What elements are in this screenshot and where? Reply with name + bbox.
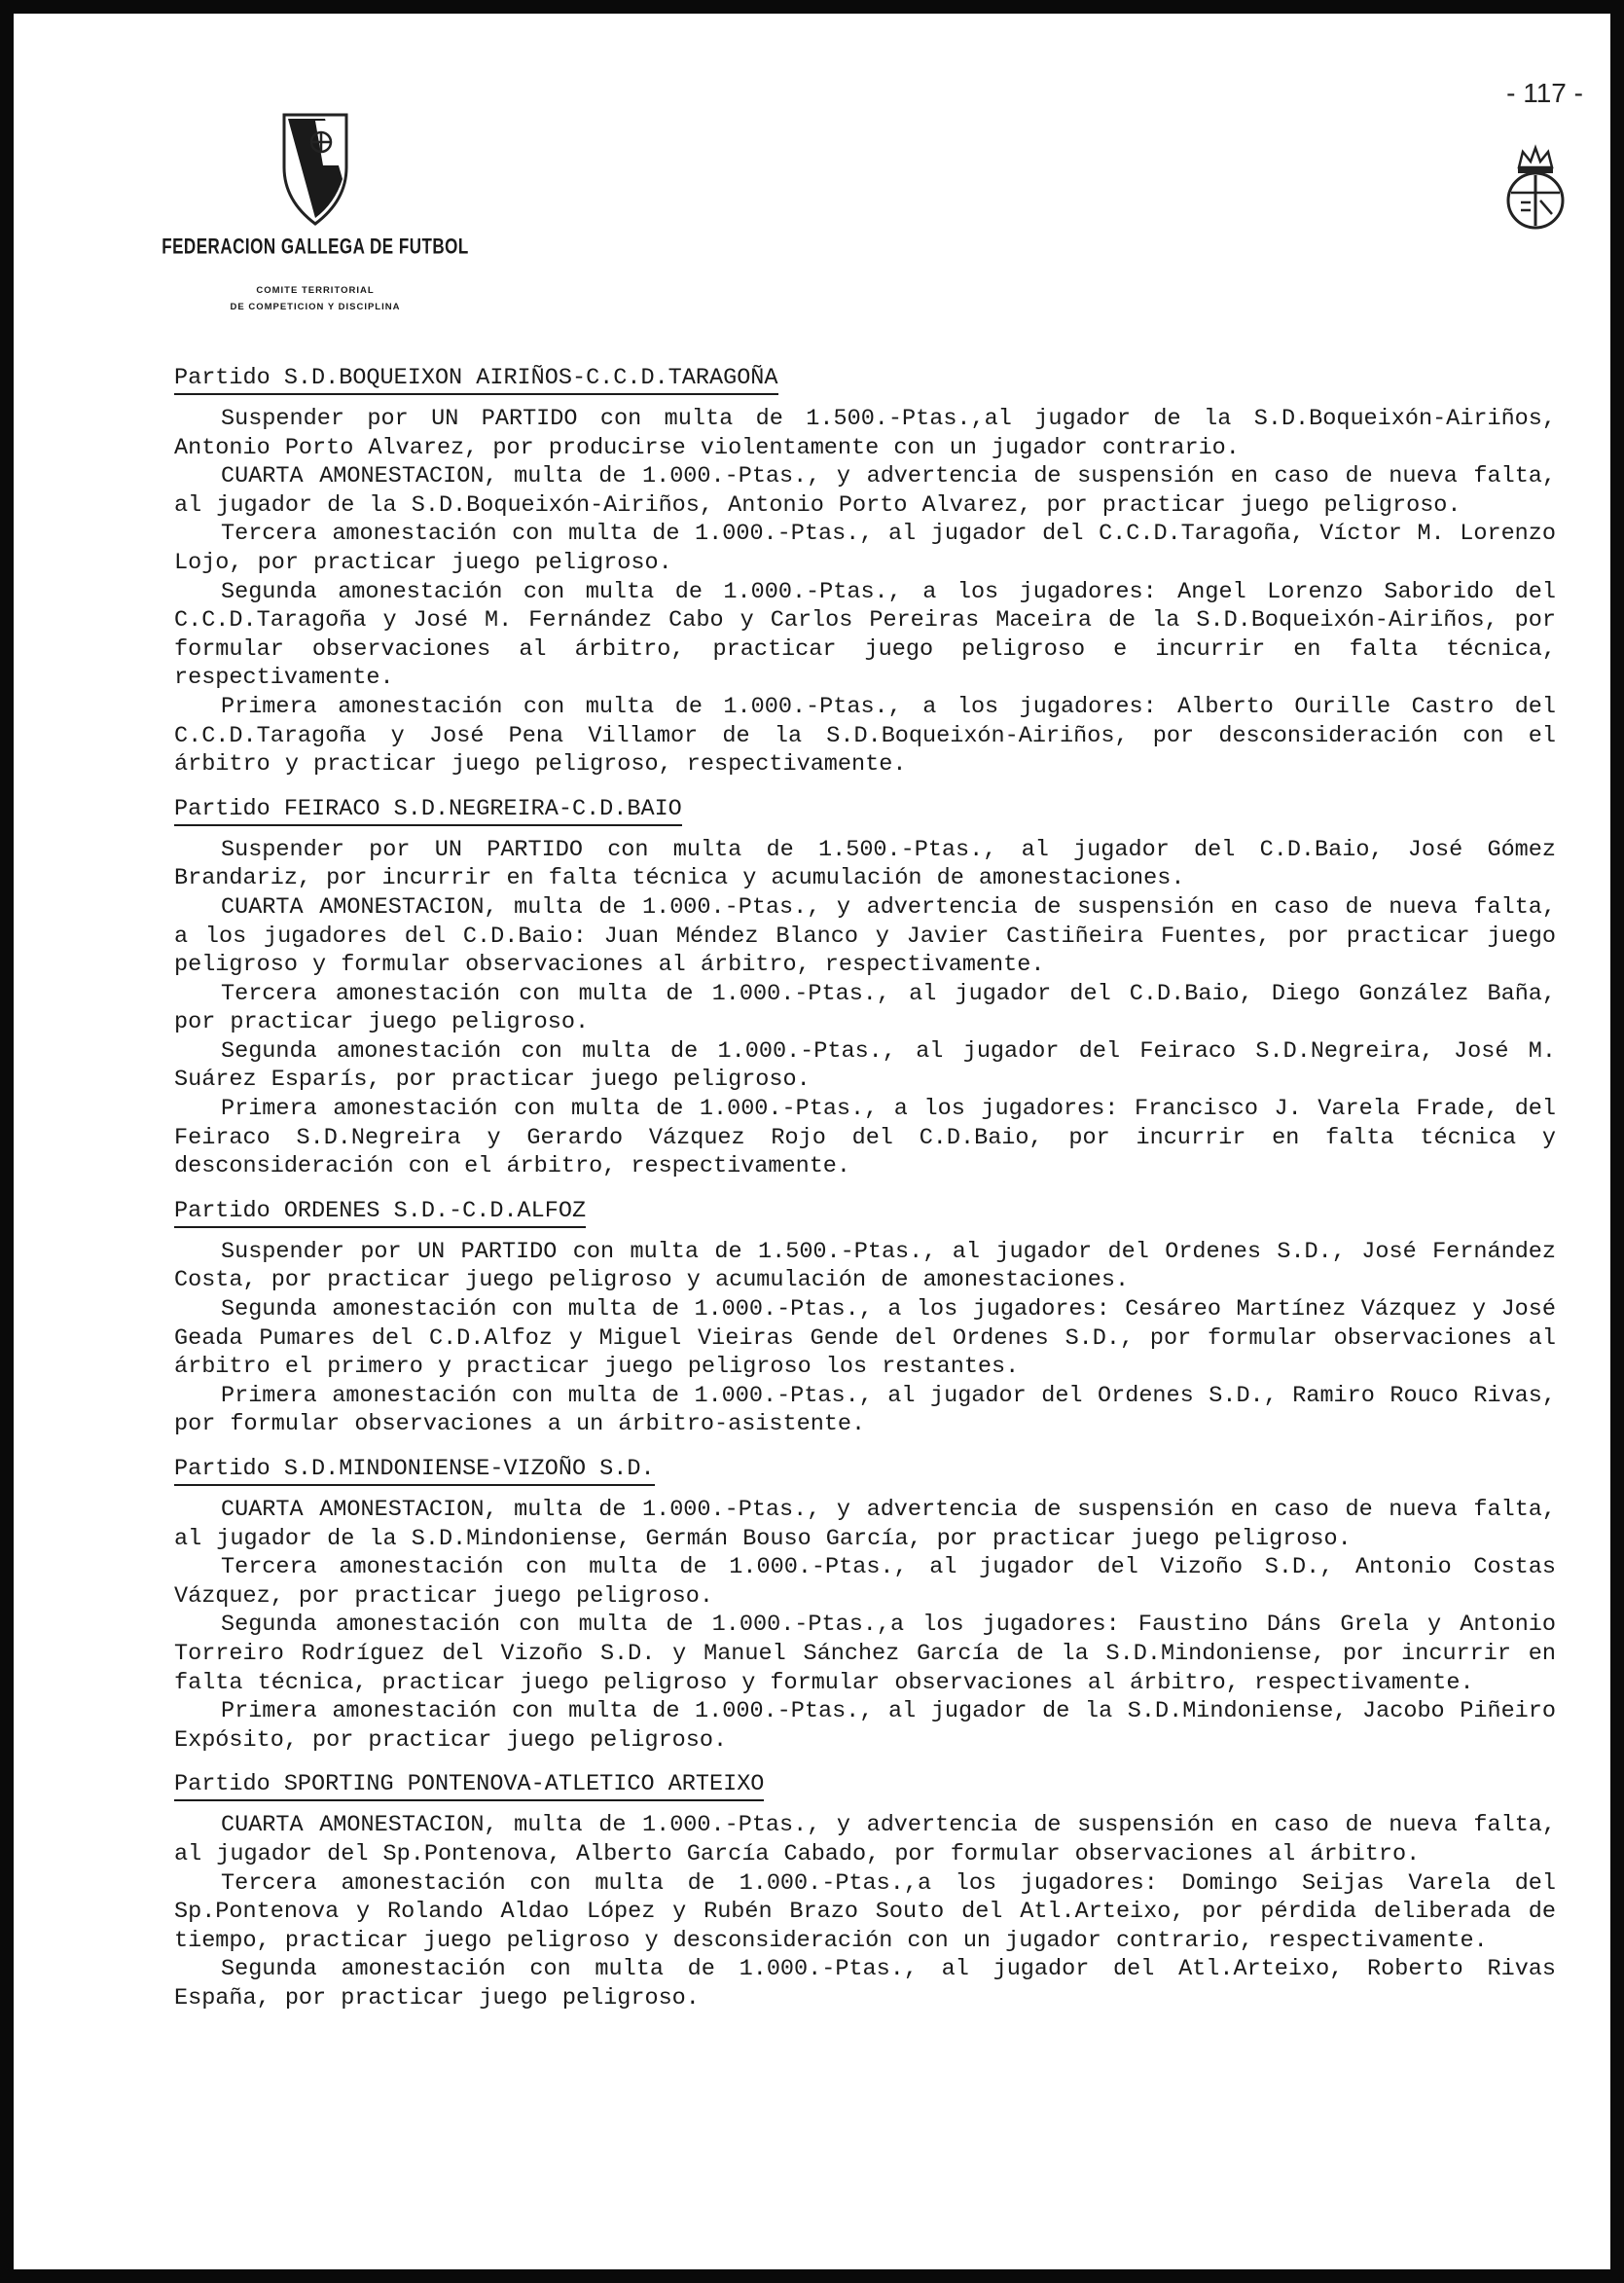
match-header: Partido S.D.BOQUEIXON AIRIÑOS-C.C.D.TARAGOÑA <box>174 364 778 395</box>
sanction-paragraph: CUARTA AMONESTACION, multa de 1.000.-Ptas., y advertencia de suspensión en caso de nueva falta, a los jugadores del C.D.Baio: Juan Méndez Blanco y Javier Castiñeira Fuentes, por practicar juego peligroso y formular observaciones al árbitro, respectivamente. <box>174 893 1556 979</box>
sanction-paragraph: Segunda amonestación con multa de 1.000.-Ptas., al jugador del Feiraco S.D.Negreira, José M. Suárez Esparís, por practicar juego peligroso. <box>174 1037 1556 1094</box>
sanction-paragraph: CUARTA AMONESTACION, multa de 1.000.-Ptas., y advertencia de suspensión en caso de nueva falta, al jugador de la S.D.Boqueixón-Airiños, Antonio Porto Alvarez, por practicar juego peligroso. <box>174 463 1556 519</box>
sanction-paragraph: Primera amonestación con multa de 1.000.-Ptas., al jugador del Ordenes S.D., Ramiro Rouco Rivas, por formular observaciones a un árbitro-asistente. <box>174 1382 1556 1438</box>
sanction-paragraph: Suspender por UN PARTIDO con multa de 1.500.-Ptas.,al jugador de la S.D.Boqueixón-Airiños, Antonio Porto Alvarez, por producirse violentamente con un jugador contrario. <box>174 406 1556 461</box>
resolutions-body <box>174 354 1556 2019</box>
letterhead <box>160 111 471 315</box>
match-header: Partido ORDENES S.D.-C.D.ALFOZ <box>174 1197 586 1228</box>
sanction-paragraph: Segunda amonestación con multa de 1.000.-Ptas., a los jugadores: Angel Lorenzo Saborido del C.C.D.Taragoña y José M. Fernández Cabo y Carlos Pereiras Maceira de la S.D.Boqueixón-Airiños, por formular observaciones al árbitro, practicar juego peligroso e incurrir en falta técnica, respectivamente. <box>174 578 1556 692</box>
match-header: Partido SPORTING PONTENOVA-ATLETICO ARTEIXO <box>174 1770 764 1801</box>
match-section <box>174 1445 1556 1755</box>
sanction-paragraph: Tercera amonestación con multa de 1.000.-Ptas., al jugador del C.D.Baio, Diego González Baña, por practicar juego peligroso. <box>174 980 1556 1036</box>
match-section <box>174 1760 1556 2012</box>
crown-emblem-icon <box>1501 138 1570 236</box>
committee-line-2: DE COMPETICION Y DISCIPLINA <box>230 302 401 312</box>
sanction-paragraph: Suspender por UN PARTIDO con multa de 1.500.-Ptas., al jugador del C.D.Baio, José Gómez Brandariz, por incurrir en falta técnica y acumulación de amonestaciones. <box>174 836 1556 892</box>
sanction-paragraph: Primera amonestación con multa de 1.000.-Ptas., a los jugadores: Francisco J. Varela Frade, del Feiraco S.D.Negreira y Gerardo Vázquez Rojo del C.D.Baio, por incurrir en falta técnica y desconsideración con el árbitro, respectivamente. <box>174 1096 1556 1180</box>
sanction-paragraph: Segunda amonestación con multa de 1.000.-Ptas., a los jugadores: Cesáreo Martínez Vázquez y José Geada Pumares del C.D.Alfoz y Miguel Vieiras Gende del Ordenes S.D., por formular observaciones al árbitro el primero y practicar juego peligroso los restantes. <box>174 1296 1556 1381</box>
committee-name <box>160 282 471 315</box>
match-header: Partido S.D.MINDONIENSE-VIZOÑO S.D. <box>174 1455 655 1486</box>
sanction-paragraph: Primera amonestación con multa de 1.000.-Ptas., al jugador de la S.D.Mindoniense, Jacobo Piñeiro Expósito, por practicar juego peligroso. <box>174 1698 1556 1754</box>
match-section <box>174 354 1556 779</box>
sanction-paragraph: CUARTA AMONESTACION, multa de 1.000.-Ptas., y advertencia de suspensión en caso de nueva falta, al jugador de la S.D.Mindoniense, Germán Bouso García, por practicar juego peligroso. <box>174 1497 1556 1552</box>
federation-shield-icon <box>276 111 354 228</box>
match-section <box>174 1187 1556 1439</box>
page-number: - 117 - <box>1506 78 1583 108</box>
sanction-paragraph: Segunda amonestación con multa de 1.000.-Ptas., al jugador del Atl.Arteixo, Roberto Rivas España, por practicar juego peligroso. <box>174 1956 1556 2011</box>
sanction-paragraph: Segunda amonestación con multa de 1.000.-Ptas.,a los jugadores: Faustino Dáns Grela y Antonio Torreiro Rodríguez del Vizoño S.D. y Manuel Sánchez García de la S.D.Mindoniense, por incurrir en falta técnica, practicar juego peligroso y formular observaciones al árbitro, respectivamente. <box>174 1612 1556 1696</box>
sanction-paragraph: Tercera amonestación con multa de 1.000.-Ptas.,a los jugadores: Domingo Seijas Varela del Sp.Pontenova y Rolando Aldao López y Rubén Brazo Souto del Atl.Arteixo, por pérdida deliberada de tiempo, practicar juego peligroso y desconsideración con un jugador contrario, respectivamente. <box>174 1869 1556 1954</box>
match-section <box>174 785 1556 1181</box>
sanction-paragraph: Suspender por UN PARTIDO con multa de 1.500.-Ptas., al jugador del Ordenes S.D., José Fernández Costa, por practicar juego peligroso y acumulación de amonestaciones. <box>174 1238 1556 1294</box>
sanction-paragraph: Primera amonestación con multa de 1.000.-Ptas., a los jugadores: Alberto Ourille Castro del C.C.D.Taragoña y José Pena Villamor de la S.D.Boqueixón-Airiños, por desconsideración con el árbitro y practicar juego peligroso, respectivamente. <box>174 693 1556 779</box>
sanction-paragraph: Tercera amonestación con multa de 1.000.-Ptas., al jugador del C.C.D.Taragoña, Víctor M. Lorenzo Lojo, por practicar juego peligroso. <box>174 521 1556 576</box>
federation-name: FEDERACION GALLEGA DE FUTBOL <box>162 235 469 259</box>
match-header: Partido FEIRACO S.D.NEGREIRA-C.D.BAIO <box>174 795 682 826</box>
sanction-paragraph: CUARTA AMONESTACION, multa de 1.000.-Ptas., y advertencia de suspensión en caso de nueva falta, al jugador del Sp.Pontenova, Alberto García Cabado, por formular observaciones al árbitro. <box>174 1812 1556 1867</box>
committee-line-1: COMITE TERRITORIAL <box>256 285 375 296</box>
sanction-paragraph: Tercera amonestación con multa de 1.000.-Ptas., al jugador del Vizoño S.D., Antonio Costas Vázquez, por practicar juego peligroso. <box>174 1554 1556 1610</box>
document-page <box>14 14 1610 2269</box>
